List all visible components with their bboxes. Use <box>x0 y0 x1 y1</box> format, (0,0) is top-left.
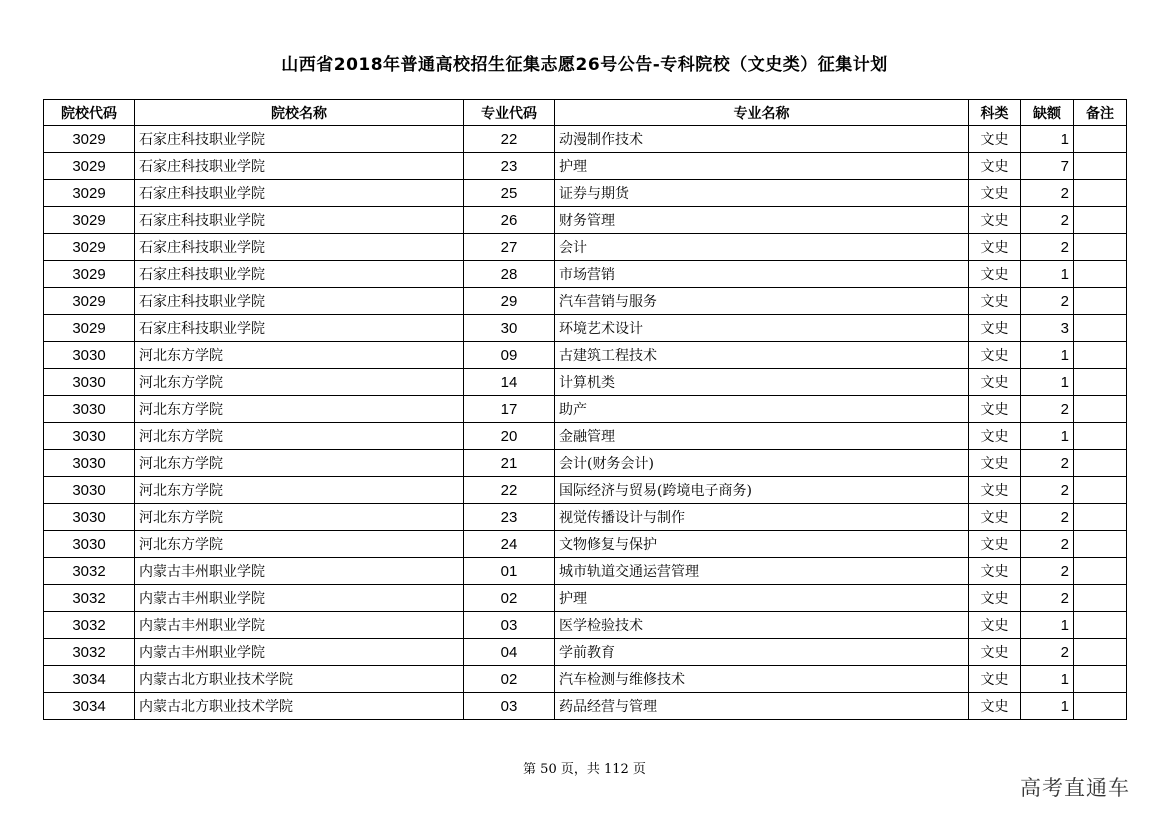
cell-vacancy: 1 <box>1021 612 1074 639</box>
cell-major-code: 03 <box>464 693 555 720</box>
cell-note <box>1074 180 1127 207</box>
table-row <box>44 423 1127 450</box>
cell-school-name: 石家庄科技职业学院 <box>135 207 464 234</box>
cell-vacancy: 2 <box>1021 639 1074 666</box>
cell-major-name: 环境艺术设计 <box>555 315 969 342</box>
table-row <box>44 585 1127 612</box>
cell-major-code: 22 <box>464 477 555 504</box>
cell-category: 文史 <box>969 126 1021 153</box>
cell-major-code: 29 <box>464 288 555 315</box>
cell-major-code: 02 <box>464 585 555 612</box>
cell-major-name: 会计 <box>555 234 969 261</box>
table-row <box>44 315 1127 342</box>
cell-school-code: 3030 <box>44 531 135 558</box>
cell-vacancy: 1 <box>1021 342 1074 369</box>
cell-major-name: 古建筑工程技术 <box>555 342 969 369</box>
cell-major-name: 会计(财务会计) <box>555 450 969 477</box>
table-row <box>44 261 1127 288</box>
cell-vacancy: 2 <box>1021 558 1074 585</box>
cell-school-code: 3029 <box>44 261 135 288</box>
cell-note <box>1074 342 1127 369</box>
table-row <box>44 558 1127 585</box>
cell-major-code: 14 <box>464 369 555 396</box>
cell-vacancy: 1 <box>1021 261 1074 288</box>
cell-school-code: 3032 <box>44 558 135 585</box>
cell-note <box>1074 531 1127 558</box>
cell-school-code: 3032 <box>44 639 135 666</box>
cell-vacancy: 2 <box>1021 504 1074 531</box>
cell-school-code: 3029 <box>44 153 135 180</box>
cell-note <box>1074 369 1127 396</box>
table-row <box>44 666 1127 693</box>
cell-major-code: 22 <box>464 126 555 153</box>
cell-major-name: 动漫制作技术 <box>555 126 969 153</box>
cell-major-code: 03 <box>464 612 555 639</box>
table-row <box>44 342 1127 369</box>
cell-school-name: 河北东方学院 <box>135 396 464 423</box>
cell-school-code: 3029 <box>44 207 135 234</box>
cell-school-code: 3034 <box>44 666 135 693</box>
table-row <box>44 369 1127 396</box>
cell-category: 文史 <box>969 261 1021 288</box>
cell-school-code: 3030 <box>44 396 135 423</box>
cell-major-name: 学前教育 <box>555 639 969 666</box>
table-row <box>44 234 1127 261</box>
cell-note <box>1074 315 1127 342</box>
cell-category: 文史 <box>969 315 1021 342</box>
table-row <box>44 288 1127 315</box>
cell-note <box>1074 234 1127 261</box>
cell-school-name: 石家庄科技职业学院 <box>135 153 464 180</box>
cell-major-code: 21 <box>464 450 555 477</box>
header-major-code: 专业代码 <box>464 100 555 126</box>
cell-category: 文史 <box>969 369 1021 396</box>
cell-note <box>1074 450 1127 477</box>
table-row <box>44 153 1127 180</box>
cell-school-name: 石家庄科技职业学院 <box>135 126 464 153</box>
cell-school-name: 河北东方学院 <box>135 342 464 369</box>
cell-school-code: 3030 <box>44 369 135 396</box>
cell-note <box>1074 639 1127 666</box>
cell-major-code: 09 <box>464 342 555 369</box>
cell-school-code: 3029 <box>44 234 135 261</box>
cell-school-name: 内蒙古丰州职业学院 <box>135 639 464 666</box>
cell-major-name: 市场营销 <box>555 261 969 288</box>
cell-category: 文史 <box>969 639 1021 666</box>
cell-vacancy: 2 <box>1021 531 1074 558</box>
cell-school-name: 石家庄科技职业学院 <box>135 261 464 288</box>
header-major-name: 专业名称 <box>555 100 969 126</box>
table-header-row <box>44 100 1127 126</box>
table-row <box>44 693 1127 720</box>
cell-category: 文史 <box>969 558 1021 585</box>
header-school-code: 院校代码 <box>44 100 135 126</box>
cell-note <box>1074 153 1127 180</box>
cell-major-name: 文物修复与保护 <box>555 531 969 558</box>
cell-school-name: 河北东方学院 <box>135 531 464 558</box>
cell-note <box>1074 693 1127 720</box>
cell-major-name: 汽车营销与服务 <box>555 288 969 315</box>
cell-note <box>1074 558 1127 585</box>
cell-note <box>1074 666 1127 693</box>
cell-major-name: 城市轨道交通运营管理 <box>555 558 969 585</box>
header-vacancy: 缺额 <box>1021 100 1074 126</box>
cell-category: 文史 <box>969 450 1021 477</box>
cell-major-name: 金融管理 <box>555 423 969 450</box>
cell-school-code: 3029 <box>44 315 135 342</box>
cell-note <box>1074 612 1127 639</box>
cell-major-code: 17 <box>464 396 555 423</box>
cell-vacancy: 2 <box>1021 585 1074 612</box>
table-row <box>44 180 1127 207</box>
cell-major-code: 25 <box>464 180 555 207</box>
cell-category: 文史 <box>969 153 1021 180</box>
cell-school-code: 3029 <box>44 126 135 153</box>
cell-school-name: 内蒙古北方职业技术学院 <box>135 693 464 720</box>
cell-major-name: 国际经济与贸易(跨境电子商务) <box>555 477 969 504</box>
cell-major-code: 26 <box>464 207 555 234</box>
cell-vacancy: 2 <box>1021 234 1074 261</box>
watermark-logo-text: 高考直通车 <box>1020 776 1130 800</box>
table-row <box>44 396 1127 423</box>
cell-school-name: 内蒙古丰州职业学院 <box>135 585 464 612</box>
cell-major-code: 04 <box>464 639 555 666</box>
cell-school-name: 石家庄科技职业学院 <box>135 288 464 315</box>
cell-school-name: 河北东方学院 <box>135 504 464 531</box>
cell-vacancy: 2 <box>1021 180 1074 207</box>
table-row <box>44 450 1127 477</box>
cell-category: 文史 <box>969 342 1021 369</box>
cell-major-code: 02 <box>464 666 555 693</box>
cell-note <box>1074 288 1127 315</box>
cell-major-name: 视觉传播设计与制作 <box>555 504 969 531</box>
cell-category: 文史 <box>969 207 1021 234</box>
cell-major-code: 01 <box>464 558 555 585</box>
table-body <box>44 126 1127 720</box>
cell-major-code: 23 <box>464 153 555 180</box>
cell-school-name: 石家庄科技职业学院 <box>135 180 464 207</box>
cell-note <box>1074 504 1127 531</box>
cell-major-code: 24 <box>464 531 555 558</box>
cell-category: 文史 <box>969 504 1021 531</box>
cell-school-name: 河北东方学院 <box>135 477 464 504</box>
header-note: 备注 <box>1074 100 1127 126</box>
cell-school-name: 河北东方学院 <box>135 369 464 396</box>
cell-school-name: 内蒙古丰州职业学院 <box>135 558 464 585</box>
header-category: 科类 <box>969 100 1021 126</box>
cell-vacancy: 7 <box>1021 153 1074 180</box>
cell-note <box>1074 261 1127 288</box>
document-title: 山西省2018年普通高校招生征集志愿26号公告-专科院校（文史类）征集计划 <box>281 55 888 75</box>
cell-category: 文史 <box>969 693 1021 720</box>
cell-major-code: 28 <box>464 261 555 288</box>
cell-major-name: 药品经营与管理 <box>555 693 969 720</box>
cell-category: 文史 <box>969 234 1021 261</box>
cell-major-name: 计算机类 <box>555 369 969 396</box>
cell-note <box>1074 396 1127 423</box>
cell-school-code: 3034 <box>44 693 135 720</box>
cell-category: 文史 <box>969 585 1021 612</box>
cell-major-code: 30 <box>464 315 555 342</box>
cell-vacancy: 3 <box>1021 315 1074 342</box>
cell-major-name: 汽车检测与维修技术 <box>555 666 969 693</box>
cell-school-code: 3029 <box>44 180 135 207</box>
cell-major-name: 证券与期货 <box>555 180 969 207</box>
cell-note <box>1074 423 1127 450</box>
cell-school-code: 3030 <box>44 342 135 369</box>
page-footer: 第 50 页，共 112 页 <box>523 762 646 777</box>
cell-category: 文史 <box>969 396 1021 423</box>
cell-vacancy: 1 <box>1021 423 1074 450</box>
cell-major-name: 财务管理 <box>555 207 969 234</box>
cell-note <box>1074 207 1127 234</box>
cell-school-code: 3030 <box>44 477 135 504</box>
cell-school-name: 石家庄科技职业学院 <box>135 315 464 342</box>
cell-school-name: 石家庄科技职业学院 <box>135 234 464 261</box>
cell-vacancy: 1 <box>1021 693 1074 720</box>
table-row <box>44 477 1127 504</box>
cell-note <box>1074 585 1127 612</box>
table-row <box>44 531 1127 558</box>
table-row <box>44 612 1127 639</box>
cell-vacancy: 2 <box>1021 477 1074 504</box>
cell-category: 文史 <box>969 531 1021 558</box>
cell-vacancy: 2 <box>1021 288 1074 315</box>
cell-school-code: 3032 <box>44 585 135 612</box>
cell-major-name: 护理 <box>555 585 969 612</box>
cell-school-name: 内蒙古丰州职业学院 <box>135 612 464 639</box>
cell-category: 文史 <box>969 288 1021 315</box>
cell-note <box>1074 126 1127 153</box>
cell-major-name: 医学检验技术 <box>555 612 969 639</box>
cell-school-name: 内蒙古北方职业技术学院 <box>135 666 464 693</box>
cell-school-name: 河北东方学院 <box>135 450 464 477</box>
cell-vacancy: 2 <box>1021 450 1074 477</box>
cell-vacancy: 1 <box>1021 126 1074 153</box>
cell-major-code: 27 <box>464 234 555 261</box>
enrollment-plan-table <box>43 99 1127 720</box>
table-row <box>44 639 1127 666</box>
cell-major-name: 护理 <box>555 153 969 180</box>
cell-category: 文史 <box>969 180 1021 207</box>
cell-school-code: 3029 <box>44 288 135 315</box>
cell-category: 文史 <box>969 423 1021 450</box>
cell-category: 文史 <box>969 666 1021 693</box>
cell-school-name: 河北东方学院 <box>135 423 464 450</box>
cell-school-code: 3030 <box>44 450 135 477</box>
cell-note <box>1074 477 1127 504</box>
cell-school-code: 3032 <box>44 612 135 639</box>
cell-category: 文史 <box>969 477 1021 504</box>
table-row <box>44 504 1127 531</box>
cell-major-code: 20 <box>464 423 555 450</box>
cell-major-code: 23 <box>464 504 555 531</box>
cell-category: 文史 <box>969 612 1021 639</box>
cell-major-name: 助产 <box>555 396 969 423</box>
table-row <box>44 126 1127 153</box>
cell-vacancy: 1 <box>1021 369 1074 396</box>
table-row <box>44 207 1127 234</box>
cell-vacancy: 1 <box>1021 666 1074 693</box>
cell-school-code: 3030 <box>44 423 135 450</box>
cell-vacancy: 2 <box>1021 396 1074 423</box>
cell-school-code: 3030 <box>44 504 135 531</box>
cell-vacancy: 2 <box>1021 207 1074 234</box>
header-school-name: 院校名称 <box>135 100 464 126</box>
